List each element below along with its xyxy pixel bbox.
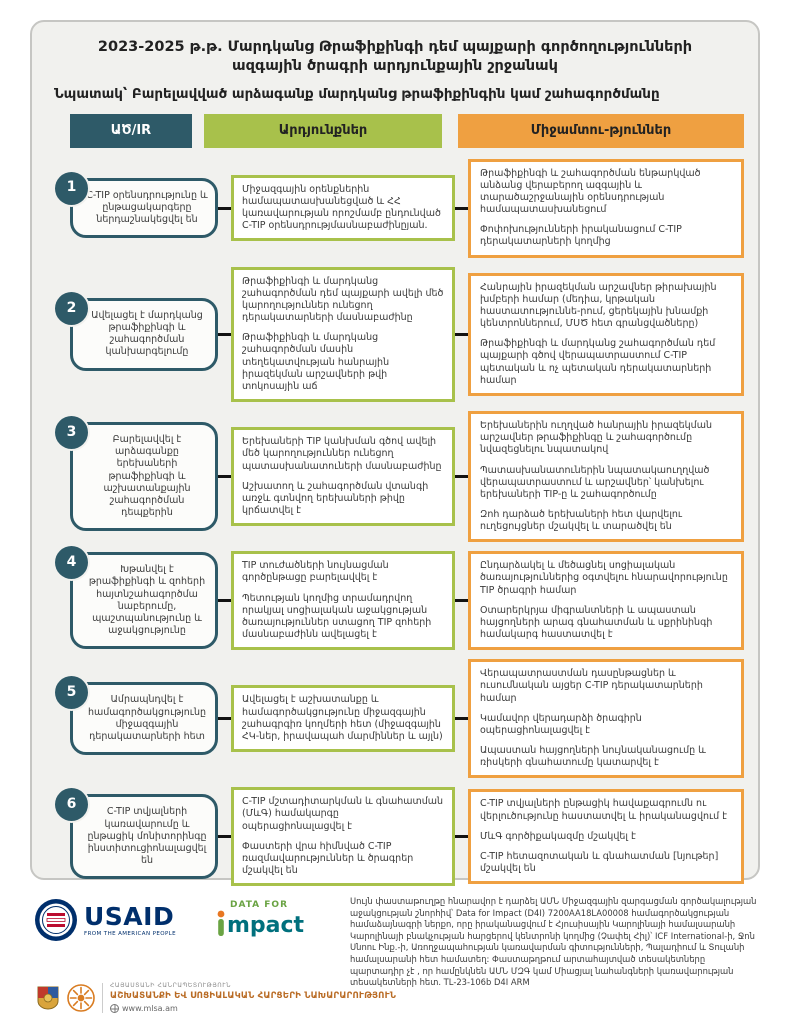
interventions-box (468, 659, 744, 778)
interventions-box (468, 273, 744, 396)
ir-cell (66, 552, 218, 649)
intervention-paragraph: Պատասխանատուներին նպատակաուղղված վերապատրաստում և արշավներ՝ կանխելու երեխաների TIP-ը և շահագործումը (480, 464, 710, 500)
results-cell (231, 175, 455, 242)
footer (34, 892, 760, 989)
data-for-impact-logo (216, 892, 336, 939)
framework-row (44, 551, 746, 650)
result-paragraph: TIP տուժածների նույնացման գործընթացը բարելավվել է (242, 560, 389, 584)
intervention-paragraph: Թրաֆիքինգի և շահագործման ենթարկված անձանց վերաբերող ազգային և տարածաշրջանային օրենսդրության համապատասխանեցում (480, 167, 701, 216)
intervention-paragraph: C-TIP հետազոտական և գնահատման [նյութեր] մշակվել են (480, 850, 719, 875)
d4i-word: mpact (227, 913, 305, 939)
column-header-ir: ԱԾ/IR (70, 114, 192, 148)
results-box (231, 427, 455, 526)
result-paragraph: Երեխաների TIP կանխման գծով ավելի մեծ կարողություններ ունեցող պատասխանատուների մասնաբաժինը (242, 436, 442, 472)
ir-label: C-TIP տվյալների կառավարումը և ընթացիկ մոնիտորինգը ինստիտուցիոնալացվել են (87, 806, 207, 867)
intervention-paragraph: Փոփոխությունների իրականացում C-TIP դերակատարների կողմից (480, 224, 682, 248)
ir-label: C-TIP օրենսդրությունը և ընթացակարգերը ներդաշնակեցվել են (86, 189, 208, 226)
intervention-paragraph: Վերապատրաստման դասընթացներ և ուսումնական այցեր C-TIP դերակատարների համար (480, 668, 703, 704)
result-paragraph: Փաստերի վրա հիմնված C-TIP ռազմավարություններ և ծրագրեր մշակվել են (242, 840, 414, 877)
ministry-country-label: ՀԱՅԱՍՏԱՆԻ ՀԱՆՐԱՊԵՏՈՒԹՅՈՒՆ (110, 982, 232, 989)
intervention-paragraph: Թրաֆիքինգի և մարդկանց շահագործման դեմ պայքարի գծով վերապատրաստում C-TIP պետական և ոչ պետական դերակատարների համար (480, 338, 716, 386)
intervention-paragraph: Ապաստան հայցողների նույնականացումը և ռիսկերի գնահատումը կատարվել է (480, 745, 706, 769)
interventions-box (468, 159, 744, 258)
connector-line (218, 475, 231, 478)
result-paragraph: Ավելացել է աշխատանքը և համագործակցությունը միջազգային շահագրգիռ կողմերի հետ (միջազգային ՀԿ-ներ, իրավապահ մարմիններ և այլն) (242, 694, 443, 742)
interventions-cell (468, 789, 744, 884)
ir-box (66, 794, 218, 879)
results-cell (231, 427, 455, 526)
ir-cell (66, 298, 218, 371)
ir-label: Խթանվել է թրաֆիքինգի և զոհերի հայտնշահագործմա նաբերումը, պաշտպանությունը և աջակցությունը (88, 564, 206, 637)
result-paragraph: Թրաֆիքինգի և մարդկանց շահագործման մասին տեղեկատվության հանրային իրազեկման արշավների թվի տոկոսային աճ (242, 332, 390, 392)
intervention-paragraph: Հանրային իրազեկման արշավներ թիրախային խմբերի համար (մեդիա, կրթական հաստատություննե-րում, ցերեկային խնամքի կենտրոններում, ՄՍԾ հետ գրանցվածները) (480, 281, 717, 330)
connector-line (455, 475, 468, 478)
connector-line (218, 207, 231, 210)
framework-row (44, 411, 746, 542)
connector-line (455, 717, 468, 720)
results-cell (231, 787, 455, 886)
row-number-badge: 2 (55, 292, 88, 325)
interventions-cell (468, 659, 744, 778)
ir-box (66, 552, 218, 649)
row-number-badge: 6 (55, 788, 88, 821)
ministry-divider (102, 983, 103, 1013)
ir-box (66, 682, 218, 755)
intervention-paragraph: Կամավոր վերադարձի ծրագիրն օպերացիոնալացվել է (480, 712, 642, 736)
result-paragraph: Պետության կողմից տրամադրվող որակյալ սոցիալական աջակցության ծառայություններ ստացող TIP զոհերի մասնաբաժինն ավելացել է (242, 592, 432, 641)
usaid-logo (34, 892, 202, 942)
interventions-box (468, 411, 744, 542)
ir-cell (66, 422, 218, 531)
connector-line (455, 599, 468, 602)
globe-icon (110, 1004, 119, 1013)
interventions-cell (468, 159, 744, 258)
usaid-seal-icon (34, 898, 78, 942)
framework-row (44, 159, 746, 258)
connector-line (218, 333, 231, 336)
results-cell (231, 685, 455, 752)
column-header-interventions: Միջամտու-թյուններ (458, 114, 744, 148)
result-paragraph: Թրաֆիքինգի և մարդկանց շահագործման դեմ պայքարի ավելի մեծ կարողություններ ունեցող դերակատարների մասնաբաժինը (242, 275, 444, 324)
results-cell (231, 551, 455, 650)
ministry-url-text: www.mlsa.am (122, 1004, 178, 1013)
d4i-line1: DATA FOR (230, 900, 289, 910)
row-number-badge: 5 (55, 676, 88, 709)
ir-cell (66, 178, 218, 238)
ir-label: Ամրապնդվել է համագործակցությունը միջազգային դերակատարների հետ (88, 694, 206, 742)
results-box (231, 267, 455, 402)
usaid-word: USAID (84, 901, 175, 931)
page-title: 2023-2025 թ.թ. Մարդկանց Թրաֆիքինգի դեմ պայքարի գործողությունների ազգային ծրագրի արդյունքային շրջանակ (97, 39, 693, 74)
coat-of-arms-icon (36, 985, 60, 1011)
d4i-person-icon (216, 910, 226, 936)
ministry-name-label: ԱՇԽԱՏԱՆՔԻ ԵՎ ՍՈՑԻԱԼԱԿԱՆ ՀԱՐՑԵՐԻ ՆԱԽԱՐԱՐՈՒԹՅՈՒՆ (110, 991, 397, 1001)
connector-line (455, 835, 468, 838)
goal-subtitle: Նպատակ՝ Բարելավված արձագանք մարդկանց թրաֆիքինգին կամ շահագործմանը (54, 85, 660, 102)
intervention-paragraph: ՄևԳ գործիքակազմը մշակվել է (480, 830, 636, 842)
ministry-block (36, 982, 396, 1013)
connector-line (218, 717, 231, 720)
ministry-emblem-icon (67, 984, 95, 1012)
d4i-line2-wrap (216, 910, 336, 939)
results-box (231, 551, 455, 650)
row-number-badge: 1 (55, 172, 88, 205)
framework-rows (44, 159, 746, 887)
framework-row (44, 787, 746, 886)
ministry-url (110, 1004, 396, 1013)
ir-label: Բարելավվել է արձագանքը երեխաների թրաֆիքինգի և աշխատանքային շահագործման դեպքերին (103, 434, 191, 519)
ir-cell (66, 794, 218, 879)
results-box (231, 175, 455, 242)
result-paragraph: C-TIP մշտադիտարկման և գնահատման (ՄևԳ) համակարգը օպերացիոնալացվել է (242, 796, 444, 832)
connector-line (218, 835, 231, 838)
results-framework-board (30, 20, 760, 880)
interventions-cell (468, 551, 744, 650)
column-header-row (44, 114, 746, 148)
interventions-box (468, 789, 744, 884)
ir-cell (66, 682, 218, 755)
interventions-box (468, 551, 744, 650)
interventions-cell (468, 273, 744, 396)
usaid-tagline: FROM THE AMERICAN PEOPLE (84, 930, 176, 937)
connector-line (455, 333, 468, 336)
row-number-badge: 4 (55, 546, 88, 579)
usaid-wordmark (84, 901, 176, 937)
ministry-text (110, 982, 396, 1013)
intervention-paragraph: Օտարերկրյա միգրանտների և ապաստան հայցողների արագ գնահատման և սքրինինգի համակարգ հաստատվել է (480, 604, 713, 641)
result-paragraph: Աշխատող և շահագործման վտանգի առջև գտնվող երեխաների թիվը կրճատվել է (242, 480, 429, 516)
interventions-cell (468, 411, 744, 542)
disclaimer-text: Սույն փաստաթուղթը հնարավոր է դարձել ԱՄՆ Միջազգային զարգացման գործակալության աջակցության շնորհիվ՝ Data for Impact (D4I) 7200AA18LA00008 համագործակցության համաձայնագրի ներքո, որը իրականացվում է Հյուսիսային Կարոլինայի համալսարանի Կարոլինայի բնակչության հարցերով կենտրոնի կողմից (Չափել Հիլ)՝ ICF International-ի, Ջոն Սնոու Ինք.-ի, Առողջապահության կառավարման գիտությունների, Պալադիում և Տուլանի համալսարանի հետ համատեղ: Փաստաթղթում արտահայտված տեսակետները պարտադիր չէ , որ համընկնեն ԱՄՆ ՄԶԳ կամ Միացյալ նահանգների կառավարության տեսակետների հետ. TL-23-106b D4I ARM (350, 896, 757, 988)
framework-row (44, 267, 746, 402)
row-number-badge: 3 (55, 416, 88, 449)
intervention-paragraph: Երեխաներին ուղղված հանրային իրազեկման արշավներ թրաֆիքինգը և շահագործումը նվազեցնելու նպատակով (480, 420, 712, 456)
column-header-results: Արդյունքներ (204, 114, 442, 148)
connector-line (455, 207, 468, 210)
ir-label: Ավելացել է մարդկանց թրաֆիքինգի և շահագործման կանխարգելումը (91, 310, 203, 358)
ir-box (66, 422, 218, 531)
result-paragraph: Միջազգային օրենքներին համապատասխանեցված և ՀՀ կառավարության որոշմամբ ընդունված C-TIP օրենսդրությմասնաբաժինըյան. (242, 183, 441, 232)
results-cell (231, 267, 455, 402)
connector-line (218, 599, 231, 602)
results-box (231, 685, 455, 752)
intervention-paragraph: Զոհ դարձած երեխաների հետ վարվելու ուղեցույցներ մշակվել և տարածվել են (480, 508, 683, 533)
ir-box (66, 298, 218, 371)
framework-row (44, 659, 746, 778)
intervention-paragraph: C-TIP տվյալների ընթացիկ հավաքագրումն ու վերլուծությունը հաստատվել և իրականացվում է (480, 798, 728, 822)
intervention-paragraph: Ընդարձակել և մեծացնել սոցիալական ծառայություններից օգտվելու հնարավորությունը TIP ծրագրի համար (480, 560, 728, 596)
results-box (231, 787, 455, 886)
ir-box (66, 178, 218, 238)
